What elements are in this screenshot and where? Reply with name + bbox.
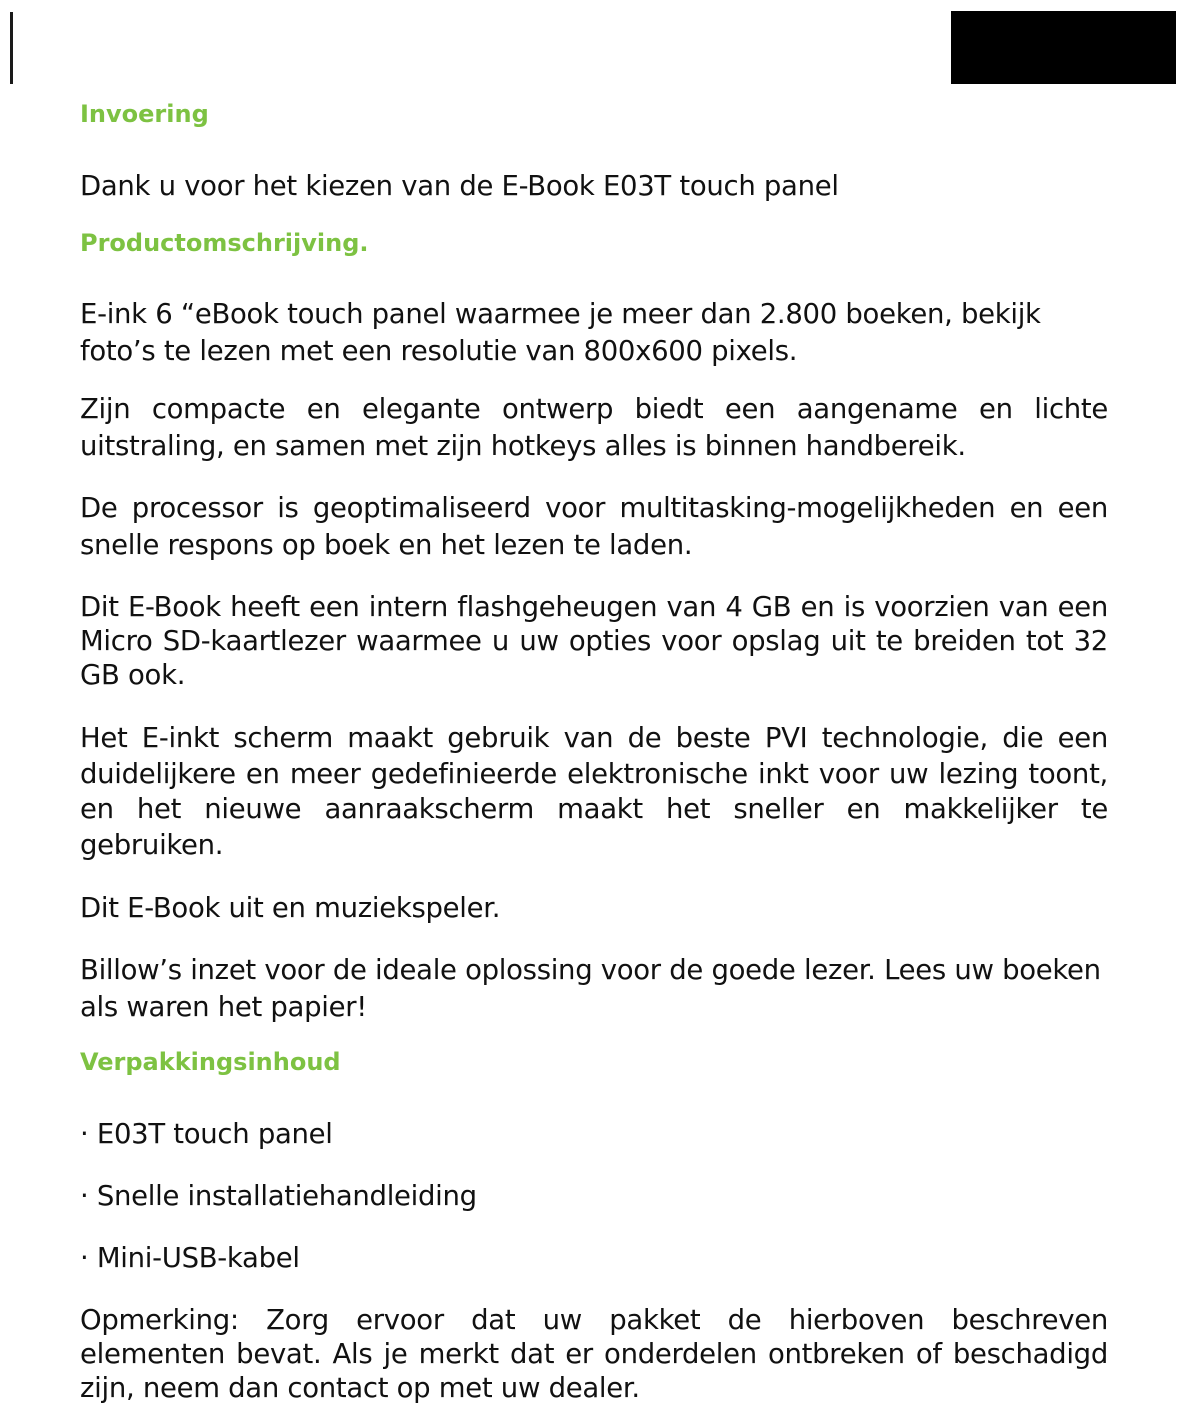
page-edge-bar: [10, 12, 13, 84]
package-item: · Snelle installatiehandleiding: [80, 1180, 477, 1212]
paragraph-billow: Billow’s inzet voor de ideale oplossing voor de goede lezer. Lees uw boeken als waren het papier!: [80, 954, 1101, 1023]
heading-package: Verpakkingsinhoud: [80, 1048, 341, 1076]
note-text: Opmerking: Zorg ervoor dat uw pakket de hierboven beschreven elementen bevat. Als je merkt dat er onderdelen ontbreken of beschadigd zijn, neem dan contact op met uw dealer.: [80, 1304, 1108, 1404]
paragraph-ink-panel: E-ink 6 “eBook touch panel waarmee je meer dan 2.800 boeken, bekijk foto’s te lezen met een resolutie van 800x600 pixels.: [80, 298, 1041, 367]
redaction-block: [951, 11, 1176, 84]
paragraph-design: Zijn compacte en elegante ontwerp biedt een aangename en lichte uitstraling, en samen met zijn hotkeys alles is binnen handbereik.: [80, 393, 1108, 462]
heading-intro: Invoering: [80, 100, 209, 128]
package-item: · E03T touch panel: [80, 1118, 333, 1150]
heading-description: Productomschrijving.: [80, 229, 369, 257]
package-item: · Mini-USB-kabel: [80, 1242, 300, 1274]
intro-text: Dank u voor het kiezen van de E-Book E03T touch panel: [80, 170, 839, 202]
paragraph-screen: Het E-inkt scherm maakt gebruik van de beste PVI technologie, die een duidelijkere en meer gedefinieerde elektronische inkt voor uw lezing toont, en het nieuwe aanraakscherm maakt het sneller en makkelijker te gebruiken.: [80, 722, 1108, 861]
paragraph-processor: De processor is geoptimaliseerd voor multitasking-mogelijkheden en een snelle respons op boek en het lezen te laden.: [80, 492, 1108, 561]
paragraph-storage: Dit E-Book heeft een intern flashgeheugen van 4 GB en is voorzien van een Micro SD-kaartlezer waarmee u uw opties voor opslag uit te breiden tot 32 GB ook.: [80, 591, 1108, 691]
paragraph-music: Dit E-Book uit en muziekspeler.: [80, 892, 501, 924]
